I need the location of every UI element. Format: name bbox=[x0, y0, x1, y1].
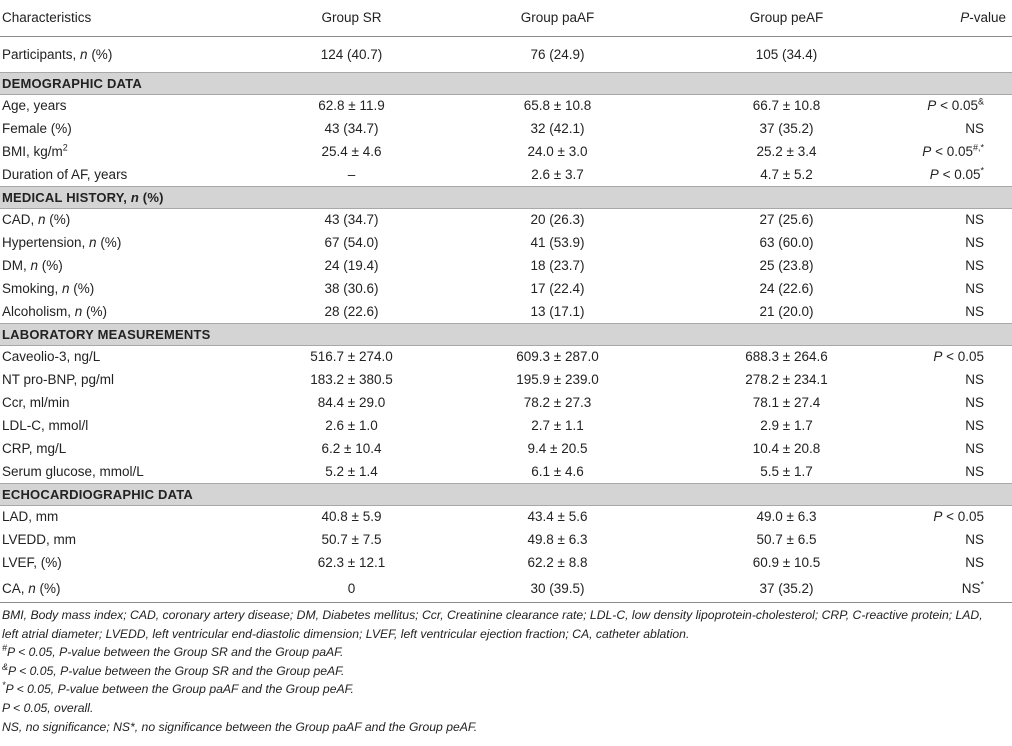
row-label: Female (%) bbox=[2, 121, 72, 136]
table-row bbox=[0, 368, 1012, 391]
table-row bbox=[0, 551, 1012, 574]
header-group-paaf: Group paAF bbox=[445, 0, 670, 36]
table-row bbox=[0, 391, 1012, 414]
cell-pvalue bbox=[903, 36, 1012, 72]
cell-paaf: 2.7 ± 1.1 bbox=[531, 418, 584, 433]
table-row bbox=[0, 345, 1012, 368]
footnote-star: *P < 0.05, P-value between the Group paAF and the Group peAF. bbox=[2, 680, 354, 697]
cell-sr: 25.4 ± 4.6 bbox=[321, 144, 382, 159]
cell-sr: 5.2 ± 1.4 bbox=[325, 463, 378, 479]
cell-peaf: 60.9 ± 10.5 bbox=[752, 555, 821, 570]
table-row bbox=[0, 300, 1012, 323]
cell-sr: 38 (30.6) bbox=[324, 281, 379, 296]
cell-sr: 124 (40.7) bbox=[320, 46, 383, 62]
cell-paaf: 18 (23.7) bbox=[530, 258, 585, 273]
cell-paaf: 76 (24.9) bbox=[530, 46, 585, 62]
cell-sr: 516.7 ± 274.0 bbox=[310, 349, 393, 365]
cell-pvalue: NS bbox=[965, 121, 984, 136]
cell-paaf: 609.3 ± 287.0 bbox=[516, 349, 599, 365]
table-row bbox=[0, 163, 1012, 186]
cell-sr: 84.4 ± 29.0 bbox=[317, 395, 386, 410]
table-row bbox=[0, 231, 1012, 254]
cell-peaf: 2.9 ± 1.7 bbox=[760, 418, 813, 433]
row-label: Age, years bbox=[2, 98, 67, 114]
cell-peaf: 24 (22.6) bbox=[759, 281, 814, 296]
cell-pvalue: NS bbox=[965, 372, 984, 387]
cell-sr: 43 (34.7) bbox=[324, 212, 379, 228]
footnote-ampersand: &P < 0.05, P-value between the Group SR and the Group peAF. bbox=[2, 661, 345, 678]
cell-paaf: 62.2 ± 8.8 bbox=[527, 555, 588, 570]
row-label: Ccr, ml/min bbox=[2, 395, 70, 410]
table-row bbox=[0, 254, 1012, 277]
table-row bbox=[0, 140, 1012, 163]
cell-sr: 43 (34.7) bbox=[324, 121, 379, 136]
cell-paaf: 17 (22.4) bbox=[530, 281, 585, 296]
section-header-echocardiographic: ECHOCARDIOGRAPHIC DATA bbox=[0, 483, 1012, 505]
cell-pvalue: NS bbox=[965, 418, 984, 433]
row-label: Caveolio-3, ng/L bbox=[2, 349, 101, 365]
row-label: Duration of AF, years bbox=[2, 166, 128, 182]
footnote-abbreviations-line2: left atrial diameter; LVEDD, left ventricular end-diastolic dimension; LVEF, left ventricular ejection fraction; CA, catheter ablation. bbox=[2, 626, 690, 641]
cell-sr: 28 (22.6) bbox=[324, 303, 379, 319]
cell-pvalue: NS bbox=[965, 395, 984, 410]
cell-peaf: 63 (60.0) bbox=[759, 235, 814, 250]
cell-pvalue: P < 0.05#,* bbox=[922, 142, 984, 159]
cell-pvalue: P < 0.05& bbox=[927, 96, 984, 114]
footnote-overall: P < 0.05, overall. bbox=[2, 700, 94, 715]
table-footnotes bbox=[0, 603, 1012, 736]
cell-sr: 40.8 ± 5.9 bbox=[321, 509, 382, 525]
cell-paaf: 65.8 ± 10.8 bbox=[523, 98, 592, 114]
section-header-demographic: DEMOGRAPHIC DATA bbox=[0, 72, 1012, 94]
cell-pvalue: NS bbox=[965, 281, 984, 296]
cell-paaf: 24.0 ± 3.0 bbox=[527, 144, 588, 159]
table-row bbox=[0, 117, 1012, 140]
cell-peaf: 21 (20.0) bbox=[759, 303, 814, 319]
table-row bbox=[0, 505, 1012, 528]
table-row bbox=[0, 574, 1012, 602]
cell-paaf: 43.4 ± 5.6 bbox=[527, 509, 588, 525]
cell-pvalue: NS bbox=[965, 258, 984, 273]
header-characteristics: Characteristics bbox=[0, 0, 258, 36]
header-pvalue: P-value bbox=[903, 0, 1012, 36]
table-row bbox=[0, 460, 1012, 483]
cell-pvalue: P < 0.05* bbox=[929, 165, 984, 182]
cell-peaf: 25.2 ± 3.4 bbox=[756, 144, 817, 159]
footnote-abbreviations-line1: BMI, Body mass index; CAD, coronary artery disease; DM, Diabetes mellitus; Ccr, Creatinine clearance rate; LDL-C, low density lipoprotein-cholesterol; CRP, C-reactive protein; LAD, bbox=[2, 608, 983, 622]
cell-pvalue: NS bbox=[965, 235, 984, 250]
cell-paaf: 9.4 ± 20.5 bbox=[527, 441, 588, 456]
table-row bbox=[0, 36, 1012, 72]
cell-sr: 50.7 ± 7.5 bbox=[321, 532, 382, 547]
cell-peaf: 66.7 ± 10.8 bbox=[752, 98, 821, 114]
cell-sr: 0 bbox=[347, 580, 356, 596]
cell-peaf: 37 (35.2) bbox=[759, 580, 814, 596]
table-row bbox=[0, 208, 1012, 231]
row-label: CA, n (%) bbox=[2, 580, 61, 596]
cell-sr: – bbox=[347, 166, 356, 182]
row-label: BMI, $kg/m^2$ bbox=[2, 142, 68, 159]
row-label: Serum glucose, mmol/L bbox=[2, 463, 144, 479]
cell-pvalue: NS bbox=[965, 212, 984, 228]
header-group-sr: Group SR bbox=[258, 0, 445, 36]
header-row bbox=[0, 0, 1012, 36]
cell-paaf: 195.9 ± 239.0 bbox=[516, 372, 599, 387]
row-label: LDL-C, mmol/l bbox=[2, 418, 89, 433]
cell-peaf: 4.7 ± 5.2 bbox=[760, 166, 813, 182]
cell-paaf: 41 (53.9) bbox=[530, 235, 585, 250]
row-label: NT pro-BNP, pg/ml bbox=[2, 372, 115, 387]
section-header-medical-history: MEDICAL HISTORY, n (%) bbox=[0, 186, 1012, 208]
cell-paaf: 32 (42.1) bbox=[530, 121, 585, 136]
cell-paaf: 13 (17.1) bbox=[530, 303, 585, 319]
table-row bbox=[0, 414, 1012, 437]
cell-paaf: 20 (26.3) bbox=[530, 212, 585, 228]
row-label: LVEDD, mm bbox=[2, 532, 77, 547]
cell-pvalue: NS bbox=[965, 303, 984, 319]
cell-pvalue: NS* bbox=[961, 579, 984, 596]
cell-peaf: 25 (23.8) bbox=[759, 258, 814, 273]
footnote-hash: #P < 0.05, P-value between the Group SR and the Group paAF. bbox=[2, 643, 344, 660]
cell-sr: 183.2 ± 380.5 bbox=[310, 372, 393, 387]
header-group-peaf: Group peAF bbox=[670, 0, 903, 36]
cell-sr: 62.3 ± 12.1 bbox=[317, 555, 386, 570]
table-row bbox=[0, 528, 1012, 551]
row-label: Smoking, n (%) bbox=[2, 281, 95, 296]
cell-pvalue: NS bbox=[965, 463, 984, 479]
cell-peaf: 10.4 ± 20.8 bbox=[752, 441, 821, 456]
cell-peaf: 37 (35.2) bbox=[759, 121, 814, 136]
row-label: Participants, n (%) bbox=[2, 46, 113, 62]
cell-pvalue: NS bbox=[965, 555, 984, 570]
cell-peaf: 50.7 ± 6.5 bbox=[756, 532, 817, 547]
cell-peaf: 78.1 ± 27.4 bbox=[752, 395, 821, 410]
cell-pvalue: P < 0.05 bbox=[933, 509, 984, 525]
row-label: DM, n (%) bbox=[2, 258, 63, 273]
cell-paaf: 30 (39.5) bbox=[530, 580, 585, 596]
cell-pvalue: NS bbox=[965, 532, 984, 547]
footnote-ns: NS, no significance; NS*, no significance between the Group paAF and the Group peAF. bbox=[2, 719, 478, 734]
cell-pvalue: NS bbox=[965, 441, 984, 456]
cell-peaf: 5.5 ± 1.7 bbox=[760, 463, 813, 479]
cell-pvalue: P < 0.05 bbox=[933, 349, 984, 365]
row-label: CRP, mg/L bbox=[2, 441, 67, 456]
row-label: Alcoholism, n (%) bbox=[2, 303, 108, 319]
table-row bbox=[0, 437, 1012, 460]
cell-peaf: 27 (25.6) bbox=[759, 212, 814, 228]
cell-sr: 6.2 ± 10.4 bbox=[321, 441, 382, 456]
row-label: LVEF, (%) bbox=[2, 555, 62, 570]
cell-peaf: 105 (34.4) bbox=[755, 46, 818, 62]
cell-peaf: 278.2 ± 234.1 bbox=[745, 372, 828, 387]
cell-sr: 24 (19.4) bbox=[324, 258, 379, 273]
cell-sr: 62.8 ± 11.9 bbox=[318, 98, 385, 114]
cell-paaf: 78.2 ± 27.3 bbox=[523, 395, 592, 410]
cell-paaf: 2.6 ± 3.7 bbox=[531, 166, 584, 182]
cell-sr: 67 (54.0) bbox=[324, 235, 379, 250]
row-label: LAD, mm bbox=[2, 509, 59, 525]
section-header-laboratory: LABORATORY MEASUREMENTS bbox=[0, 323, 1012, 345]
cell-paaf: 6.1 ± 4.6 bbox=[531, 463, 584, 479]
cell-paaf: 49.8 ± 6.3 bbox=[527, 532, 588, 547]
cell-peaf: 49.0 ± 6.3 bbox=[756, 509, 817, 525]
row-label: CAD, n (%) bbox=[2, 212, 71, 228]
table-row bbox=[0, 277, 1012, 300]
table-row bbox=[0, 94, 1012, 117]
cell-sr: 2.6 ± 1.0 bbox=[325, 418, 378, 433]
row-label: Hypertension, n (%) bbox=[2, 235, 122, 250]
cell-peaf: 688.3 ± 264.6 bbox=[745, 349, 828, 365]
